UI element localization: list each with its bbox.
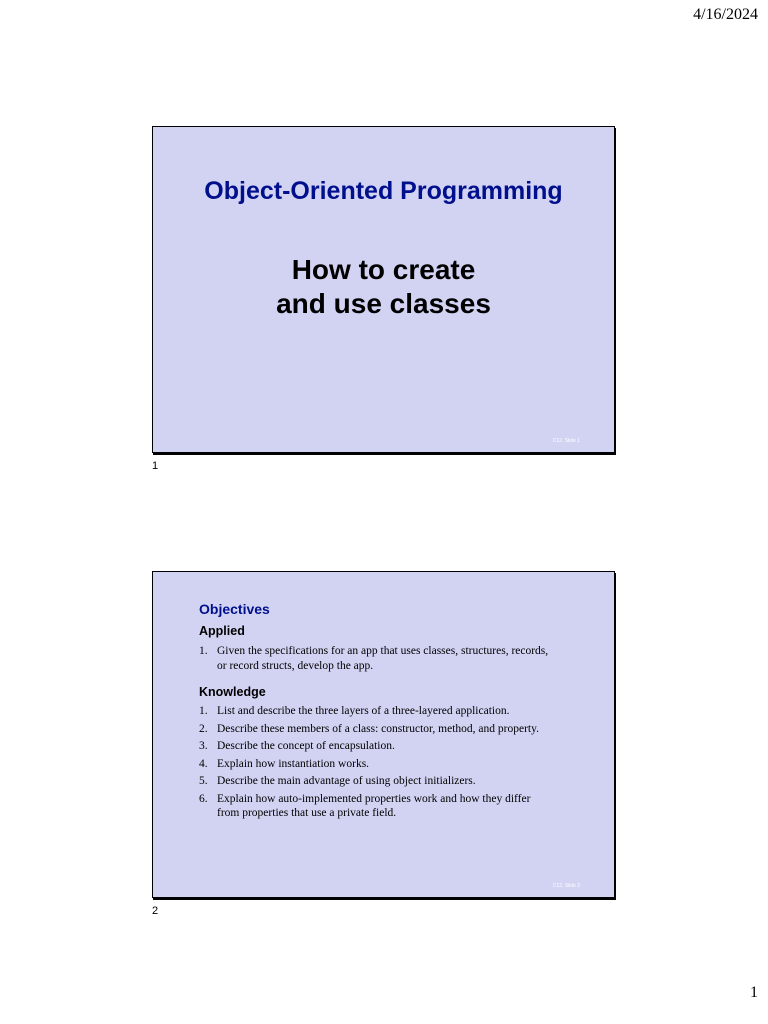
knowledge-heading: Knowledge (199, 685, 266, 699)
list-item-number: 1. (199, 645, 208, 657)
list-item-number: 3. (199, 740, 208, 752)
slide-1 (152, 126, 615, 453)
list-item (199, 644, 554, 673)
list-item-number: 6. (199, 792, 208, 805)
applied-heading: Applied (199, 624, 245, 638)
list-item (199, 792, 554, 821)
list-item (199, 757, 554, 772)
slide-number-label: 1 (152, 460, 159, 472)
list-item-text: Given the specifications for an app that uses classes, structures, records, or record structs, develop the app. (217, 645, 549, 672)
list-item-text: Describe the concept of encapsulation. (217, 740, 395, 752)
slide-2 (152, 571, 615, 898)
slide-number-label: 2 (152, 905, 159, 917)
slide-footer: C12, Slide 1 (552, 438, 580, 444)
list-item (199, 722, 554, 737)
list-item-number: 5. (199, 775, 208, 787)
list-item-text: List and describe the three layers of a three-layered application. (217, 705, 510, 717)
list-item (199, 774, 554, 789)
subtitle-line-1: How to create (291, 254, 476, 285)
list-item-text: Describe these members of a class: constructor, method, and property. (217, 722, 539, 735)
knowledge-list (199, 704, 554, 824)
list-item-number: 4. (199, 757, 208, 770)
applied-list (199, 644, 554, 676)
subtitle-line-2: and use classes (276, 288, 491, 319)
list-item-text: Describe the main advantage of using object initializers. (217, 775, 476, 787)
list-item-text: Explain how instantiation works. (217, 757, 370, 770)
list-item-number: 1. (199, 705, 208, 717)
objectives-heading: Objectives (199, 601, 270, 617)
page-number: 1 (750, 984, 758, 1001)
list-item-number: 2. (199, 722, 208, 735)
list-item (199, 704, 554, 719)
page-date: 4/16/2024 (693, 6, 758, 23)
list-item (199, 739, 554, 754)
slide-title: Object-Oriented Programming (204, 177, 563, 205)
list-item-text: Explain how auto-implemented properties work and how they differ from properties that use a private field. (217, 792, 531, 819)
slide-subtitle (153, 253, 614, 321)
slide-footer: C12, Slide 2 (552, 883, 580, 889)
